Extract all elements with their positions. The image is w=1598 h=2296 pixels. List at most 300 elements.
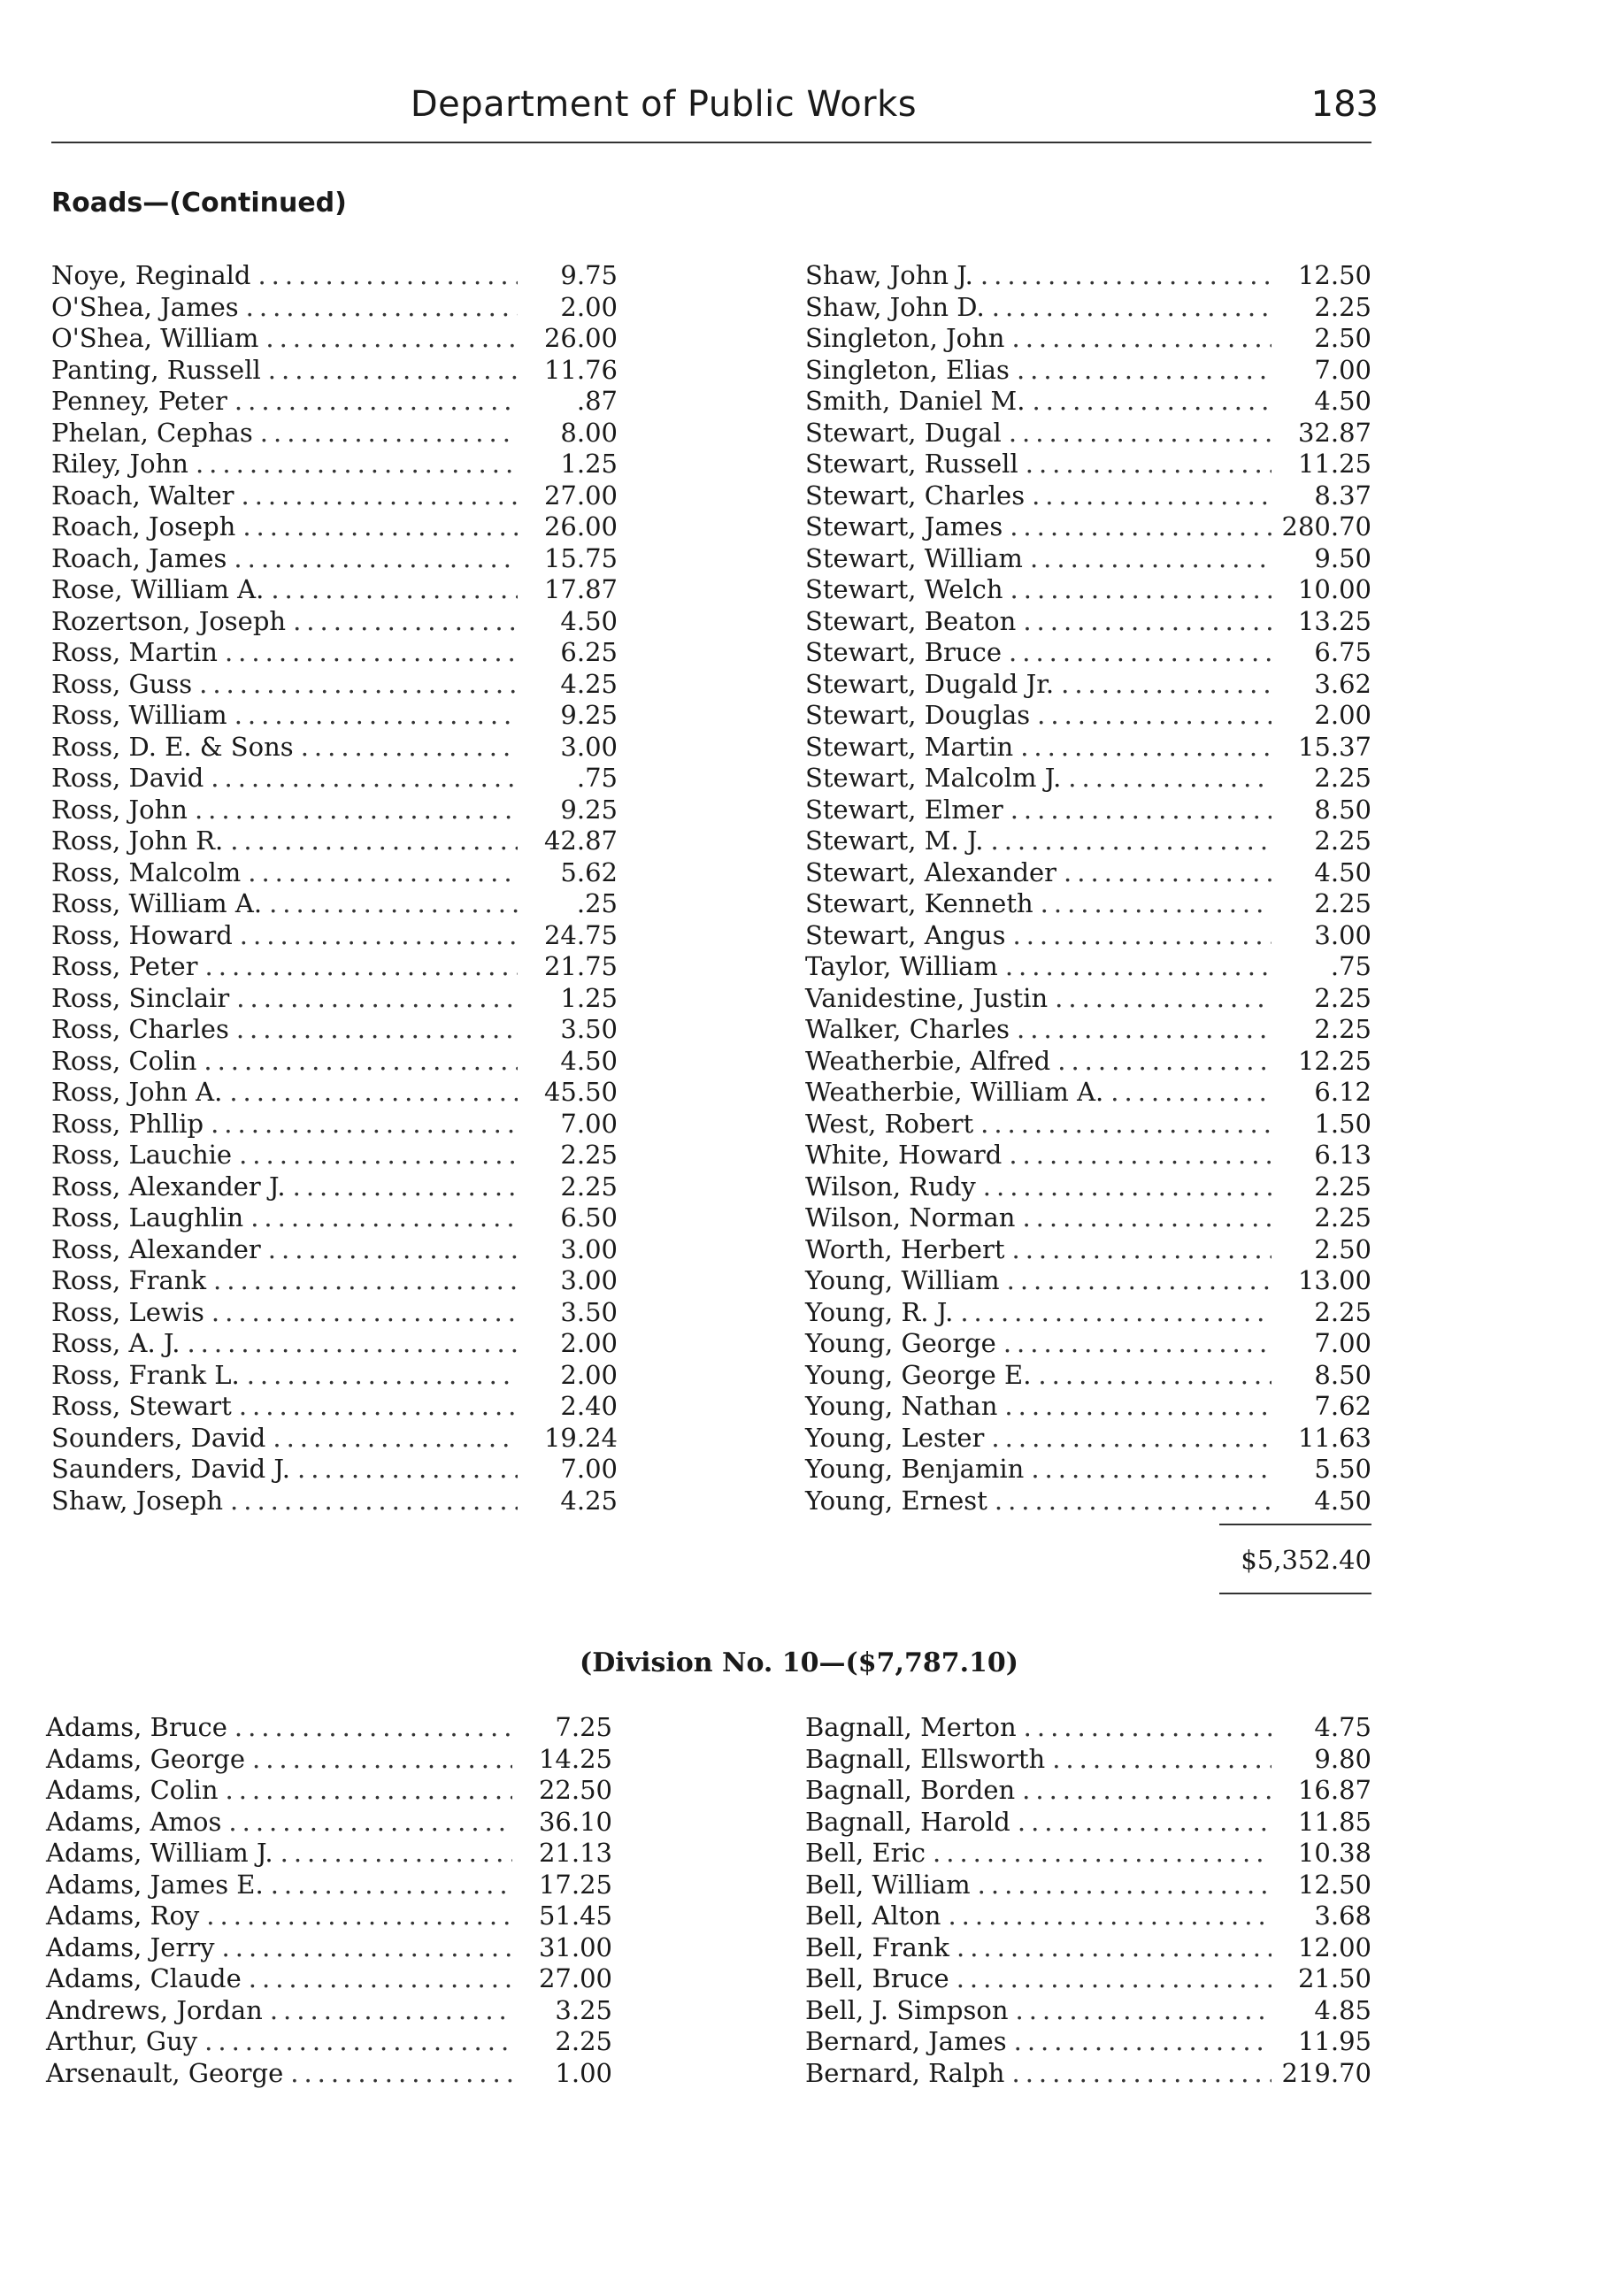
list-item [51, 574, 618, 606]
leader-dots [1005, 951, 1271, 981]
entry-name: Ross, John A. [51, 1077, 223, 1107]
entry-amount: 17.87 [543, 574, 618, 604]
entry-amount: 2.25 [1314, 763, 1371, 793]
list-item [51, 983, 618, 1015]
entry-name: Adams, George [46, 1743, 245, 1774]
list-item [805, 951, 1371, 983]
roads-left-column [51, 260, 618, 1517]
entry-name: Stewart, Elmer [805, 794, 1003, 825]
list-item [805, 355, 1371, 387]
list-item [805, 825, 1371, 857]
leader-dots [293, 606, 518, 636]
entry-name: Ross, Laughlin [51, 1202, 244, 1232]
leader-dots [1041, 888, 1271, 918]
entry-name: O'Shea, James [51, 291, 239, 322]
list-item [805, 1297, 1371, 1329]
entry-amount: 3.00 [560, 1233, 618, 1264]
entry-name: Young, George E. [805, 1359, 1032, 1390]
entry-name: Bagnall, Merton [805, 1712, 1017, 1742]
list-item [805, 1775, 1371, 1807]
leader-dots [230, 1486, 518, 1516]
list-item [51, 355, 618, 387]
list-item [805, 1838, 1371, 1870]
entry-name: Bernard, James [805, 2026, 1007, 2056]
entry-amount: 1.00 [555, 2057, 612, 2088]
list-item [805, 2026, 1371, 2058]
leader-dots [236, 983, 518, 1013]
leader-dots [1010, 511, 1271, 541]
entry-name: Stewart, Alexander [805, 856, 1057, 887]
entry-amount: 11.25 [1297, 449, 1371, 479]
entry-name: Ross, Malcolm [51, 856, 242, 887]
leader-dots [990, 825, 1271, 856]
leader-dots [228, 1807, 512, 1837]
entry-name: Ross, David [51, 763, 204, 793]
entry-name: Young, Nathan [805, 1391, 998, 1421]
list-item [51, 1046, 618, 1078]
leader-dots [995, 1486, 1271, 1516]
list-item [805, 857, 1371, 889]
entry-name: Ross, Lewis [51, 1296, 204, 1327]
entry-amount: 6.75 [1314, 637, 1371, 667]
entry-amount: 3.50 [560, 1296, 618, 1327]
entry-amount: 6.50 [560, 1202, 618, 1232]
entry-amount: 42.87 [543, 825, 618, 856]
entry-amount: 280.70 [1281, 511, 1371, 541]
entry-name: West, Robert [805, 1108, 974, 1139]
list-item [805, 1870, 1371, 1901]
entry-name: Stewart, James [805, 511, 1003, 541]
entry-name: Bernard, Ralph [805, 2057, 1005, 2088]
entry-amount: 7.00 [560, 1108, 618, 1139]
leader-dots [271, 1870, 512, 1900]
list-item [51, 795, 618, 826]
entry-name: Bell, Alton [805, 1901, 941, 1931]
list-item [51, 1171, 618, 1203]
entry-amount: 12.25 [1297, 1045, 1371, 1076]
entry-amount: 8.50 [1314, 1359, 1371, 1390]
list-item [805, 480, 1371, 512]
entry-amount: 21.13 [538, 1838, 612, 1868]
entry-name: Ross, Stewart [51, 1391, 232, 1421]
list-item [46, 1775, 612, 1807]
leader-dots [1010, 574, 1271, 604]
entry-amount: 219.70 [1281, 2057, 1371, 2088]
entry-name: O'Shea, William [51, 323, 259, 353]
list-item [805, 1014, 1371, 1046]
entry-amount: 4.50 [560, 605, 618, 636]
entry-name: Young, Lester [805, 1422, 985, 1453]
list-item [805, 1486, 1371, 1517]
leader-dots [206, 1901, 512, 1931]
entry-name: Ross, John [51, 794, 188, 825]
list-item [51, 511, 618, 543]
list-item [805, 323, 1371, 355]
list-item [805, 418, 1371, 449]
list-item [805, 669, 1371, 701]
entry-name: Wilson, Rudy [805, 1171, 976, 1202]
entry-name: Bell, J. Simpson [805, 1994, 1009, 2025]
list-item [805, 511, 1371, 543]
leader-dots [1003, 1328, 1271, 1358]
leader-dots [290, 2058, 512, 2088]
leader-dots [242, 511, 518, 541]
leader-dots [1018, 1807, 1271, 1837]
leader-dots [234, 386, 518, 416]
list-item [46, 1963, 612, 1995]
entry-amount: 10.00 [1297, 574, 1371, 604]
list-item [51, 825, 618, 857]
list-item [805, 1265, 1371, 1297]
leader-dots [1012, 323, 1272, 353]
leader-dots [236, 1014, 518, 1044]
leader-dots [1024, 1712, 1271, 1742]
roads-total: $5,352.40 [1241, 1545, 1371, 1575]
entry-name: Adams, Claude [46, 1963, 242, 1993]
leader-dots [211, 1297, 518, 1327]
entry-amount: 2.25 [1314, 291, 1371, 322]
entry-name: Saunders, David J. [51, 1454, 290, 1484]
entry-amount: 2.50 [1314, 1233, 1371, 1264]
entry-name: Bagnall, Ellsworth [805, 1743, 1046, 1774]
entry-name: Ross, Frank [51, 1265, 207, 1295]
entry-name: Walker, Charles [805, 1014, 1010, 1044]
entry-amount: 2.25 [1314, 1014, 1371, 1044]
entry-amount: 4.25 [560, 1485, 618, 1516]
list-item [805, 449, 1371, 480]
entry-amount: 32.87 [1297, 417, 1371, 448]
leader-dots [1031, 1454, 1271, 1484]
leader-dots [991, 1423, 1271, 1453]
leader-dots [1037, 700, 1271, 730]
list-item [805, 1328, 1371, 1360]
entry-amount: 3.00 [560, 1265, 618, 1295]
entry-amount: 2.40 [560, 1391, 618, 1421]
entry-amount: 11.85 [1297, 1806, 1371, 1837]
entry-name: Bagnall, Harold [805, 1806, 1010, 1837]
list-item [46, 2058, 612, 2090]
entry-name: Rose, William A. [51, 574, 265, 604]
list-item [46, 1838, 612, 1870]
entry-name: Panting, Russell [51, 354, 261, 385]
entry-amount: 1.50 [1314, 1108, 1371, 1139]
entry-amount: 2.25 [1314, 982, 1371, 1013]
leader-dots [196, 449, 518, 479]
entry-name: Rozertson, Joseph [51, 605, 287, 636]
entry-amount: 7.25 [555, 1712, 612, 1742]
entry-amount: 2.25 [1314, 1171, 1371, 1202]
leader-dots [1020, 732, 1271, 762]
leader-dots [960, 1297, 1271, 1327]
entry-amount: 51.45 [538, 1901, 612, 1931]
leader-dots [297, 1454, 518, 1484]
entry-name: Singleton, John [805, 323, 1005, 353]
entry-amount: 1.25 [560, 982, 618, 1013]
entry-amount: 26.00 [543, 323, 618, 353]
entry-name: Adams, Amos [46, 1806, 222, 1837]
entry-name: Adams, William J. [46, 1838, 273, 1868]
entry-name: Noye, Reginald [51, 260, 251, 290]
list-item [805, 637, 1371, 669]
entry-amount: 3.50 [560, 1014, 618, 1044]
entry-amount: 8.50 [1314, 794, 1371, 825]
entry-amount: 10.38 [1297, 1838, 1371, 1868]
leader-dots [1026, 449, 1271, 479]
entry-amount: 27.00 [538, 1963, 612, 1993]
leader-dots [211, 1109, 518, 1139]
leader-dots [1013, 920, 1272, 950]
entry-name: Roach, Joseph [51, 511, 236, 541]
entry-amount: 9.25 [560, 700, 618, 730]
list-item [805, 1901, 1371, 1932]
list-item [805, 1963, 1371, 1995]
entry-name: Bagnall, Borden [805, 1775, 1016, 1805]
leader-dots [234, 543, 518, 573]
entry-amount: 26.00 [543, 511, 618, 541]
entry-name: Ross, D. E. & Sons [51, 731, 294, 762]
leader-dots [1009, 637, 1271, 667]
list-item [805, 574, 1371, 606]
entry-name: Ross, Lauchie [51, 1140, 233, 1170]
entry-amount: 11.63 [1297, 1422, 1371, 1453]
entry-name: Ross, John R. [51, 825, 224, 856]
leader-dots [1055, 983, 1271, 1013]
leader-dots [270, 1995, 512, 2025]
entry-name: Roach, James [51, 542, 227, 573]
leader-dots [240, 920, 518, 950]
entry-name: Ross, Howard [51, 919, 233, 950]
leader-dots [247, 1360, 518, 1390]
entry-name: Young, Benjamin [805, 1454, 1025, 1484]
entry-name: Arsenault, George [46, 2057, 284, 2088]
entry-name: Bell, William [805, 1869, 971, 1900]
entry-name: Ross, Colin [51, 1045, 197, 1076]
list-item [51, 260, 618, 292]
list-item [805, 732, 1371, 764]
entry-name: Andrews, Jordan [46, 1994, 263, 2025]
entry-amount: 2.25 [1314, 1296, 1371, 1327]
entry-name: Ross, William A. [51, 888, 263, 918]
entry-name: Stewart, Martin [805, 731, 1014, 762]
entry-amount: 19.24 [543, 1422, 618, 1453]
entry-amount: 9.75 [560, 260, 618, 290]
list-item [805, 260, 1371, 292]
entry-amount: 13.00 [1297, 1265, 1371, 1295]
list-item [805, 1454, 1371, 1486]
entry-name: Ross, Alexander J. [51, 1171, 286, 1202]
entry-amount: 9.50 [1314, 542, 1371, 573]
list-item [51, 763, 618, 795]
leader-dots [1009, 1140, 1271, 1170]
leader-dots [204, 1046, 518, 1076]
list-item [46, 2026, 612, 2058]
leader-dots [1009, 418, 1271, 448]
entry-name: Stewart, Beaton [805, 605, 1017, 636]
leader-dots [271, 574, 518, 604]
list-item [51, 1109, 618, 1140]
entry-amount: 2.00 [560, 291, 618, 322]
entry-amount: 7.62 [1314, 1391, 1371, 1421]
entry-amount: 17.25 [538, 1869, 612, 1900]
entry-amount: 2.00 [560, 1328, 618, 1358]
leader-dots [230, 825, 518, 856]
leader-dots [1032, 480, 1271, 511]
page-title: Department of Public Works [410, 84, 918, 125]
list-item [51, 418, 618, 449]
list-item [51, 480, 618, 512]
entry-amount: 1.25 [560, 449, 618, 479]
entry-name: Smith, Daniel M. [805, 386, 1026, 416]
list-item [51, 1360, 618, 1392]
leader-dots [273, 1423, 518, 1453]
list-item [805, 1712, 1371, 1744]
entry-name: Vanidestine, Justin [805, 982, 1049, 1013]
entry-amount: 6.25 [560, 637, 618, 667]
leader-dots [268, 355, 518, 385]
entry-amount: 27.00 [543, 480, 618, 511]
entry-name: Adams, Jerry [46, 1931, 215, 1962]
entry-amount: 3.25 [555, 1994, 612, 2025]
entry-name: Ross, A. J. [51, 1328, 181, 1358]
leader-dots [1068, 763, 1271, 793]
entry-name: Ross, Charles [51, 1014, 229, 1044]
leader-dots [992, 292, 1271, 322]
list-item [51, 449, 618, 480]
entry-name: Ross, William [51, 700, 227, 730]
list-item [51, 669, 618, 701]
entry-amount: 2.25 [560, 1140, 618, 1170]
leader-dots [246, 292, 518, 322]
entry-name: Stewart, Kenneth [805, 888, 1033, 918]
entry-amount: 4.50 [1314, 386, 1371, 416]
entry-amount: .25 [576, 888, 618, 918]
entry-name: Adams, Bruce [46, 1712, 227, 1742]
leader-dots [1016, 1995, 1272, 2025]
entry-amount: 45.50 [543, 1077, 618, 1107]
leader-dots [1030, 543, 1271, 573]
list-item [805, 1234, 1371, 1266]
leader-dots [978, 1870, 1271, 1900]
total-rule-top [1219, 1524, 1371, 1525]
list-item [46, 1932, 612, 1964]
entry-name: Stewart, Russell [805, 449, 1018, 479]
entry-name: Stewart, M. J. [805, 825, 984, 856]
leader-dots [980, 260, 1271, 290]
list-item [805, 888, 1371, 920]
entry-amount: 9.80 [1314, 1743, 1371, 1774]
entry-name: Young, Ernest [805, 1485, 987, 1516]
list-item [51, 951, 618, 983]
entry-amount: 3.00 [1314, 919, 1371, 950]
leader-dots [252, 1744, 512, 1774]
leader-dots [229, 1077, 518, 1107]
entry-amount: 3.00 [560, 731, 618, 762]
list-item [46, 1712, 612, 1744]
list-item [805, 606, 1371, 638]
leader-dots [234, 1712, 512, 1742]
list-item [805, 1077, 1371, 1109]
leader-dots [241, 480, 518, 511]
entry-amount: 15.75 [543, 542, 618, 573]
entry-amount: 2.25 [560, 1171, 618, 1202]
entry-name: Singleton, Elias [805, 354, 1010, 385]
entry-name: Wilson, Norman [805, 1202, 1016, 1232]
entry-name: Taylor, William [805, 951, 998, 981]
leader-dots [211, 763, 518, 793]
leader-dots [1032, 386, 1271, 416]
entry-amount: .75 [576, 763, 618, 793]
entry-amount: 11.76 [543, 354, 618, 385]
list-item [805, 920, 1371, 952]
entry-name: Weatherbie, Alfred [805, 1045, 1051, 1076]
leader-dots [1052, 1744, 1271, 1774]
entry-amount: 12.00 [1297, 1931, 1371, 1962]
leader-dots [280, 1838, 512, 1868]
entry-name: Stewart, Dugal [805, 417, 1002, 448]
list-item [805, 983, 1371, 1015]
list-item [805, 2058, 1371, 2090]
entry-name: Weatherbie, William A. [805, 1077, 1104, 1107]
header-rule [51, 142, 1371, 143]
list-item [805, 795, 1371, 826]
list-item [51, 1234, 618, 1266]
list-item [46, 1901, 612, 1932]
leader-dots [205, 951, 518, 981]
leader-dots [260, 418, 518, 448]
entry-name: Stewart, Douglas [805, 700, 1031, 730]
leader-dots [293, 1171, 518, 1202]
leader-dots [1038, 1360, 1271, 1390]
entry-name: Bell, Eric [805, 1838, 926, 1868]
leader-dots [933, 1838, 1271, 1868]
leader-dots [199, 669, 518, 699]
entry-amount: 2.25 [1314, 1202, 1371, 1232]
entry-amount: 4.50 [1314, 856, 1371, 887]
section-heading: Roads—(Continued) [51, 188, 347, 219]
list-item [51, 292, 618, 324]
list-item [51, 857, 618, 889]
leader-dots [187, 1328, 518, 1358]
entry-name: Shaw, Joseph [51, 1485, 224, 1516]
entry-amount: 4.50 [1314, 1485, 1371, 1516]
list-item [805, 1360, 1371, 1392]
entry-amount: 2.50 [1314, 323, 1371, 353]
entry-name: Ross, Martin [51, 637, 218, 667]
entry-amount: 2.00 [560, 1359, 618, 1390]
leader-dots [1017, 1014, 1271, 1044]
entry-name: Penney, Peter [51, 386, 227, 416]
leader-dots [1011, 2058, 1271, 2088]
list-item [805, 1109, 1371, 1140]
leader-dots [948, 1901, 1271, 1931]
list-item [51, 920, 618, 952]
list-item [46, 1870, 612, 1901]
entry-amount: 6.13 [1314, 1140, 1371, 1170]
list-item [51, 888, 618, 920]
leader-dots [204, 2026, 512, 2056]
leader-dots [1061, 669, 1271, 699]
leader-dots [269, 888, 518, 918]
list-item [805, 1046, 1371, 1078]
roads-right-column [805, 260, 1371, 1517]
entry-name: Ross, Frank L. [51, 1359, 240, 1390]
entry-name: Stewart, Welch [805, 574, 1003, 604]
list-item [51, 732, 618, 764]
list-item [51, 1297, 618, 1329]
entry-name: Shaw, John J. [805, 260, 973, 290]
list-item [805, 1744, 1371, 1776]
leader-dots [257, 260, 518, 290]
